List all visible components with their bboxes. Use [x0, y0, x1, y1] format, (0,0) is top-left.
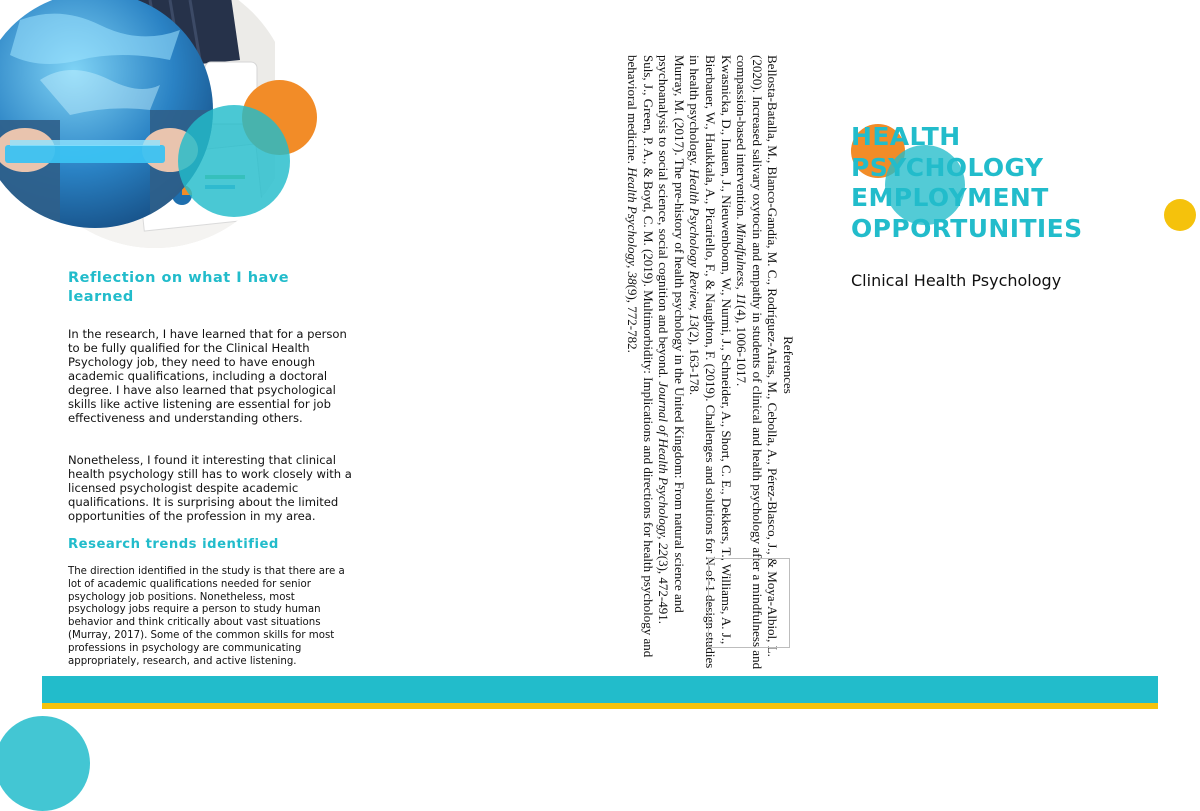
yellow-circle-accent [1164, 199, 1196, 231]
reference-1-journal: Mindfulness, 11 [734, 222, 750, 305]
cover-title-line-2: PSYCHOLOGY [851, 152, 1044, 182]
cover-title-line-4: OPPORTUNITIES [851, 213, 1083, 243]
cover-title [851, 122, 1111, 244]
footer-teal-bar [42, 676, 1158, 703]
reflection-paragraph-2: Nonetheless, I found it interesting that clinical health psychology still has to work closely with a licensed psychologist despite academic qualifications. It is surprising about the limited opportunities of the profession in my area. [68, 453, 352, 523]
reference-4-journal: Health Psychology, 38 [625, 167, 641, 285]
cover-title-line-3: EMPLOYMENT [851, 183, 1049, 212]
reflection-heading: Reflection on what I have learned [68, 270, 290, 305]
research-trends-paragraph: The direction identified in the study is that there are a lot of academic qualifications needed for senior psychology job positions. Nonetheless, most psychology jobs require a person to study human behavior and think critically about vast situations (Murray, 2017). Some of the common skills for most professions in psychology are communicating appropriately, research, and active listening. [68, 566, 345, 667]
reference-2-tail: (2), 163-178. [687, 326, 703, 396]
reflection-paragraph-1: In the research, I have learned that for a person to be fully qualified for the Clinical Health Psychology job, they need to have enough academic qualifications, including a doctoral degree. I have also learned that psychological skills like active listening are essential for job effectiveness and understanding others. [68, 327, 347, 425]
footer-yellow-bar [42, 703, 1158, 709]
tablet-world-photo-art [0, 0, 215, 245]
teal-circle-decoration [178, 105, 290, 217]
tablet-world-photo [0, 0, 215, 245]
reference-4-text: Suls, J., Green, P. A., & Boyd, C. M. (2019). Multimorbidity: Implications and directions for health psychology and behavioral medicine. [625, 55, 656, 658]
reference-4 [624, 55, 655, 675]
text-selection-box[interactable] [708, 558, 790, 648]
reference-1-tail: (4), 1006-1017. [734, 304, 750, 387]
cover-title-line-1: HEALTH [851, 122, 961, 151]
reference-2-journal: Health Psychology Review, 13 [687, 168, 703, 327]
reference-3 [656, 55, 687, 675]
reference-1-text: Bellosta-Batalla, M., Blanco-Gandía, M. C., Rodríguez-Arias, M., Cebolla, A., Pérez-Blasco, J., & Moya-Albiol, L. (2020). Increased salivary oxytocin and empathy in students of clinical and health psychology after a mindfulness and compassion-based intervention. [734, 55, 781, 670]
teal-circle-bottom [0, 716, 90, 811]
cover-subtitle: Clinical Health Psychology [851, 271, 1062, 290]
reference-4-tail: (9), 772-782. [625, 284, 641, 353]
research-trends-heading: Research trends identified [68, 537, 279, 552]
references-title: References [781, 336, 796, 394]
reference-3-tail: (3), 472-491. [656, 555, 672, 625]
reference-3-journal: Journal of Health Psychology, 22 [656, 381, 672, 556]
reference-3-text: Murray, M. (2017). The pre-history of health psychology in the United Kingdom: From natural science and psychoanalysis to social science, social cognition and beyond. [656, 55, 687, 613]
reference-2-text: Kwasnicka, D., Inauen, J., Nieuwenboom, W., Nurmi, J., Schneider, A., Short, C. E., Dekkers, T., Williams, A. J., Bierbauer, W., Haukkala, A., Picariello, F., & Naughton, F. (2019). Challenges and solutions for N-of-1 design studies in health psychology. [687, 55, 734, 669]
